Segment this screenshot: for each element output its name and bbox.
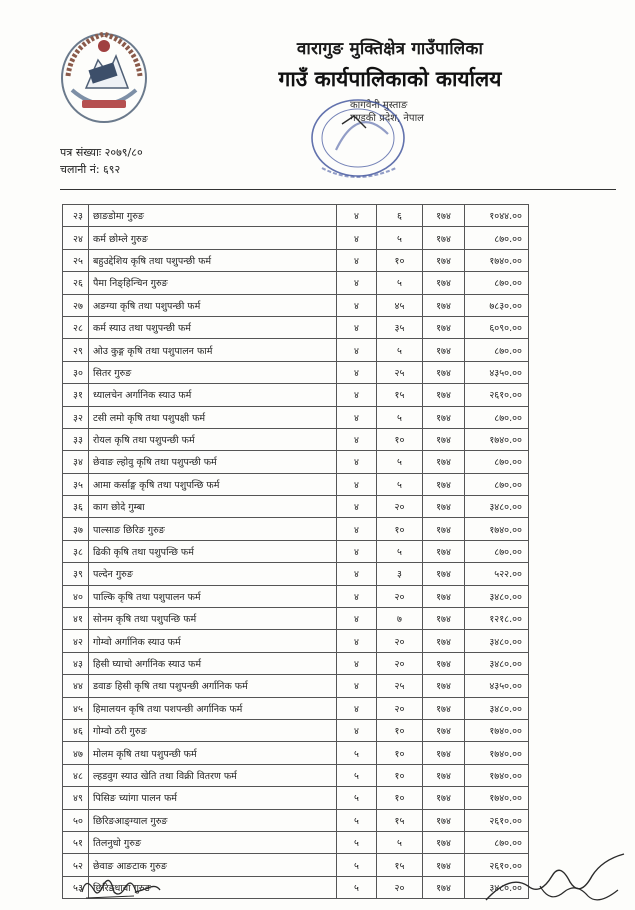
amount-cell: ८७०.०० bbox=[465, 406, 529, 428]
beneficiary-name-cell: आमा कर्साङ्ग कृषि तथा पशुपन्छि फर्म bbox=[89, 473, 337, 495]
quantity-cell: ३५ bbox=[377, 316, 423, 338]
table-row bbox=[63, 831, 529, 853]
rate-cell: १७४ bbox=[423, 719, 465, 741]
ward-number-cell: ५ bbox=[337, 831, 377, 853]
serial-number-cell: ३१ bbox=[63, 384, 89, 406]
table-row bbox=[63, 473, 529, 495]
ward-number-cell: ५ bbox=[337, 764, 377, 786]
table-row bbox=[63, 518, 529, 540]
beneficiary-name-cell: छाङडोमा गुरुङ bbox=[89, 205, 337, 227]
amount-cell: ८७०.०० bbox=[465, 227, 529, 249]
table-row bbox=[63, 496, 529, 518]
serial-number-cell: ३८ bbox=[63, 540, 89, 562]
table-row bbox=[63, 272, 529, 294]
quantity-cell: ५ bbox=[377, 473, 423, 495]
ward-number-cell: ५ bbox=[337, 742, 377, 764]
amount-cell: ३४८०.०० bbox=[465, 630, 529, 652]
quantity-cell: ५ bbox=[377, 406, 423, 428]
rate-cell: १७४ bbox=[423, 249, 465, 271]
rate-cell: १७४ bbox=[423, 339, 465, 361]
table-row bbox=[63, 384, 529, 406]
serial-number-cell: ४७ bbox=[63, 742, 89, 764]
ward-number-cell: ४ bbox=[337, 205, 377, 227]
table-row bbox=[63, 787, 529, 809]
serial-number-cell: ३२ bbox=[63, 406, 89, 428]
quantity-cell: २० bbox=[377, 697, 423, 719]
rate-cell: १७४ bbox=[423, 831, 465, 853]
table-row bbox=[63, 563, 529, 585]
serial-number-cell: ३० bbox=[63, 361, 89, 383]
beneficiary-name-cell: पाल्कि कृषि तथा पशुपालन फर्म bbox=[89, 585, 337, 607]
serial-number-cell: ५२ bbox=[63, 854, 89, 876]
amount-cell: ३४८०.०० bbox=[465, 585, 529, 607]
amount-cell: ३४८०.०० bbox=[465, 496, 529, 518]
serial-number-cell: ३४ bbox=[63, 451, 89, 473]
beneficiary-name-cell: हिसी घ्याचो अर्गानिक स्याउ फर्म bbox=[89, 652, 337, 674]
rate-cell: १७४ bbox=[423, 876, 465, 898]
dispatch-number: चलानी नं: ६९२ bbox=[60, 163, 121, 176]
ward-number-cell: ४ bbox=[337, 227, 377, 249]
beneficiary-name-cell: हिमालयन कृषि तथा पशपन्छी अर्गानिक फर्म bbox=[89, 697, 337, 719]
amount-cell: ८७०.०० bbox=[465, 831, 529, 853]
rate-cell: १७४ bbox=[423, 361, 465, 383]
beneficiary-name-cell: ध्यालचेन अर्गानिक स्याउ फर्म bbox=[89, 384, 337, 406]
rate-cell: १७४ bbox=[423, 205, 465, 227]
address-line-1: कागवेनी मुस्ताङ bbox=[350, 100, 408, 111]
letter-number: पत्र संख्याः २०७९/८० bbox=[60, 146, 143, 159]
rate-cell: १७४ bbox=[423, 384, 465, 406]
rate-cell: १७४ bbox=[423, 272, 465, 294]
beneficiary-name-cell: छिरिङआङ्ग्याल गुरुङ bbox=[89, 809, 337, 831]
amount-cell: ३४८०.०० bbox=[465, 652, 529, 674]
beneficiary-name-cell: सोनम कृषि तथा पशुपन्छि फर्म bbox=[89, 608, 337, 630]
serial-number-cell: २८ bbox=[63, 316, 89, 338]
ward-number-cell: ४ bbox=[337, 563, 377, 585]
nepal-emblem-logo bbox=[58, 26, 150, 124]
ward-number-cell: ४ bbox=[337, 272, 377, 294]
table-row bbox=[63, 316, 529, 338]
rate-cell: १७४ bbox=[423, 451, 465, 473]
office-seal-stamp bbox=[296, 94, 408, 188]
beneficiary-name-cell: छेवाङ आङटाक गुरुङ bbox=[89, 854, 337, 876]
table-row bbox=[63, 809, 529, 831]
ward-number-cell: ५ bbox=[337, 854, 377, 876]
beneficiary-name-cell: काग छोदे गुम्बा bbox=[89, 496, 337, 518]
serial-number-cell: ४२ bbox=[63, 630, 89, 652]
rate-cell: १७४ bbox=[423, 585, 465, 607]
table-row bbox=[63, 227, 529, 249]
ward-number-cell: ४ bbox=[337, 384, 377, 406]
table-row bbox=[63, 294, 529, 316]
ward-number-cell: ५ bbox=[337, 809, 377, 831]
table-row bbox=[63, 697, 529, 719]
ward-number-cell: ४ bbox=[337, 540, 377, 562]
beneficiary-name-cell: पिसिङ च्यांगा पालन फर्म bbox=[89, 787, 337, 809]
amount-cell: ८७०.०० bbox=[465, 272, 529, 294]
serial-number-cell: २३ bbox=[63, 205, 89, 227]
quantity-cell: १० bbox=[377, 428, 423, 450]
rate-cell: १७४ bbox=[423, 854, 465, 876]
quantity-cell: १५ bbox=[377, 809, 423, 831]
amount-cell: ८७०.०० bbox=[465, 473, 529, 495]
ward-number-cell: ४ bbox=[337, 406, 377, 428]
quantity-cell: ३ bbox=[377, 563, 423, 585]
table-row bbox=[63, 652, 529, 674]
ward-number-cell: ४ bbox=[337, 496, 377, 518]
quantity-cell: २० bbox=[377, 652, 423, 674]
amount-cell: २६१०.०० bbox=[465, 854, 529, 876]
rate-cell: १७४ bbox=[423, 697, 465, 719]
serial-number-cell: २९ bbox=[63, 339, 89, 361]
beneficiary-table bbox=[62, 204, 528, 899]
ward-number-cell: ४ bbox=[337, 719, 377, 741]
serial-number-cell: ५१ bbox=[63, 831, 89, 853]
amount-cell: १७४०.०० bbox=[465, 764, 529, 786]
ward-number-cell: ४ bbox=[337, 339, 377, 361]
amount-cell: ३४८०.०० bbox=[465, 697, 529, 719]
beneficiary-name-cell: रोयल कृषि तथा पशुपन्छी फर्म bbox=[89, 428, 337, 450]
amount-cell: १७४०.०० bbox=[465, 518, 529, 540]
serial-number-cell: ४१ bbox=[63, 608, 89, 630]
rate-cell: १७४ bbox=[423, 630, 465, 652]
serial-number-cell: २४ bbox=[63, 227, 89, 249]
serial-number-cell: ४८ bbox=[63, 764, 89, 786]
ward-number-cell: ४ bbox=[337, 316, 377, 338]
quantity-cell: ५ bbox=[377, 451, 423, 473]
serial-number-cell: ३६ bbox=[63, 496, 89, 518]
ward-number-cell: ४ bbox=[337, 585, 377, 607]
beneficiary-name-cell: पाल्साङ छिरिङ गुरुङ bbox=[89, 518, 337, 540]
amount-cell: ६०९०.०० bbox=[465, 316, 529, 338]
rate-cell: १७४ bbox=[423, 742, 465, 764]
beneficiary-name-cell: तिलनुधो गुरुङ bbox=[89, 831, 337, 853]
serial-number-cell: ५० bbox=[63, 809, 89, 831]
rate-cell: १७४ bbox=[423, 608, 465, 630]
amount-cell: १०४४.०० bbox=[465, 205, 529, 227]
rate-cell: १७४ bbox=[423, 563, 465, 585]
quantity-cell: १० bbox=[377, 787, 423, 809]
table-row bbox=[63, 630, 529, 652]
quantity-cell: ४५ bbox=[377, 294, 423, 316]
quantity-cell: २५ bbox=[377, 361, 423, 383]
table-row bbox=[63, 585, 529, 607]
municipality-name: वारागुङ मुक्तिक्षेत्र गाउँपालिका bbox=[296, 39, 484, 59]
rate-cell: १७४ bbox=[423, 518, 465, 540]
beneficiary-name-cell: डवाङ हिसी कृषि तथा पशुपन्छी अर्गानिक फर्म bbox=[89, 675, 337, 697]
table-row bbox=[63, 451, 529, 473]
beneficiary-name-cell: ल्हडवुग स्याउ खेति तथा विक्री वितरण फर्म bbox=[89, 764, 337, 786]
quantity-cell: २० bbox=[377, 876, 423, 898]
beneficiary-name-cell: अङग्या कृषि तथा पशुपन्छी फर्म bbox=[89, 294, 337, 316]
ward-number-cell: ४ bbox=[337, 675, 377, 697]
quantity-cell: ५ bbox=[377, 227, 423, 249]
amount-cell: १७४०.०० bbox=[465, 249, 529, 271]
ward-number-cell: ४ bbox=[337, 697, 377, 719]
serial-number-cell: ४५ bbox=[63, 697, 89, 719]
serial-number-cell: ४० bbox=[63, 585, 89, 607]
beneficiary-name-cell: छेवाङ ल्होवु कृषि तथा पशुपन्छी फर्म bbox=[89, 451, 337, 473]
beneficiary-name-cell: पैमा निङ्हिन्चिन गुरुङ bbox=[89, 272, 337, 294]
amount-cell: ८७०.०० bbox=[465, 451, 529, 473]
table-row bbox=[63, 608, 529, 630]
table-row bbox=[63, 742, 529, 764]
beneficiary-name-cell: ओउ कुङ्ग कृषि तथा पशुपालन फार्म bbox=[89, 339, 337, 361]
serial-number-cell: ३५ bbox=[63, 473, 89, 495]
quantity-cell: २० bbox=[377, 585, 423, 607]
serial-number-cell: ३७ bbox=[63, 518, 89, 540]
amount-cell: २६१०.०० bbox=[465, 384, 529, 406]
ward-number-cell: ५ bbox=[337, 787, 377, 809]
rate-cell: १७४ bbox=[423, 294, 465, 316]
ward-number-cell: ४ bbox=[337, 428, 377, 450]
ward-number-cell: ४ bbox=[337, 630, 377, 652]
serial-number-cell: २५ bbox=[63, 249, 89, 271]
beneficiary-name-cell: छिरिङधावा गुरुङ bbox=[89, 876, 337, 898]
table-row bbox=[63, 339, 529, 361]
address-line-2: गण्डकी प्रदेश, नेपाल bbox=[350, 113, 424, 124]
table-row bbox=[63, 719, 529, 741]
rate-cell: १७४ bbox=[423, 787, 465, 809]
rate-cell: १७४ bbox=[423, 496, 465, 518]
beneficiary-name-cell: ढिकी कृषि तथा पशुपन्छि फर्म bbox=[89, 540, 337, 562]
table-row bbox=[63, 361, 529, 383]
rate-cell: १७४ bbox=[423, 473, 465, 495]
table-row bbox=[63, 406, 529, 428]
amount-cell: ८७०.०० bbox=[465, 540, 529, 562]
beneficiary-name-cell: पल्देन गुरुङ bbox=[89, 563, 337, 585]
signature-left bbox=[76, 868, 166, 904]
rate-cell: १७४ bbox=[423, 764, 465, 786]
ward-number-cell: ४ bbox=[337, 249, 377, 271]
amount-cell: ८७०.०० bbox=[465, 339, 529, 361]
rate-cell: १७४ bbox=[423, 406, 465, 428]
quantity-cell: २५ bbox=[377, 675, 423, 697]
table-row bbox=[63, 205, 529, 227]
signature-right bbox=[480, 846, 630, 910]
quantity-cell: २० bbox=[377, 630, 423, 652]
serial-number-cell: ४३ bbox=[63, 652, 89, 674]
serial-number-cell: ३९ bbox=[63, 563, 89, 585]
quantity-cell: १० bbox=[377, 764, 423, 786]
quantity-cell: ५ bbox=[377, 339, 423, 361]
quantity-cell: १० bbox=[377, 518, 423, 540]
ward-number-cell: ४ bbox=[337, 473, 377, 495]
ward-number-cell: ४ bbox=[337, 451, 377, 473]
serial-number-cell: २७ bbox=[63, 294, 89, 316]
quantity-cell: १० bbox=[377, 742, 423, 764]
table-row bbox=[63, 540, 529, 562]
quantity-cell: ५ bbox=[377, 272, 423, 294]
rate-cell: १७४ bbox=[423, 652, 465, 674]
amount-cell: ५२२.०० bbox=[465, 563, 529, 585]
amount-cell: १२१८.०० bbox=[465, 608, 529, 630]
quantity-cell: ६ bbox=[377, 205, 423, 227]
quantity-cell: २० bbox=[377, 496, 423, 518]
quantity-cell: १५ bbox=[377, 854, 423, 876]
rate-cell: १७४ bbox=[423, 428, 465, 450]
table-row bbox=[63, 249, 529, 271]
table-row bbox=[63, 764, 529, 786]
ward-number-cell: ४ bbox=[337, 652, 377, 674]
office-name: गाउँ कार्यपालिकाको कार्यालय bbox=[278, 67, 502, 91]
amount-cell: १७४०.०० bbox=[465, 719, 529, 741]
amount-cell: ३४८०.०० bbox=[465, 876, 529, 898]
serial-number-cell: ४९ bbox=[63, 787, 89, 809]
quantity-cell: ५ bbox=[377, 540, 423, 562]
rate-cell: १७४ bbox=[423, 227, 465, 249]
reference-block bbox=[60, 144, 143, 178]
rate-cell: १७४ bbox=[423, 540, 465, 562]
quantity-cell: ५ bbox=[377, 831, 423, 853]
quantity-cell: ७ bbox=[377, 608, 423, 630]
amount-cell: २६१०.०० bbox=[465, 809, 529, 831]
ward-number-cell: ५ bbox=[337, 876, 377, 898]
ward-number-cell: ४ bbox=[337, 294, 377, 316]
quantity-cell: १० bbox=[377, 719, 423, 741]
ward-number-cell: ४ bbox=[337, 608, 377, 630]
beneficiary-name-cell: टसी लमो कृषि तथा पशुपक्षी फर्म bbox=[89, 406, 337, 428]
quantity-cell: १५ bbox=[377, 384, 423, 406]
rate-cell: १७४ bbox=[423, 675, 465, 697]
beneficiary-name-cell: मोलम कृषि तथा पशुपन्छी फर्म bbox=[89, 742, 337, 764]
rate-cell: १७४ bbox=[423, 316, 465, 338]
table-row bbox=[63, 675, 529, 697]
header-divider bbox=[60, 189, 616, 190]
quantity-cell: १० bbox=[377, 249, 423, 271]
amount-cell: १७४०.०० bbox=[465, 742, 529, 764]
beneficiary-name-cell: गोम्वो अर्गानिक स्याउ फर्म bbox=[89, 630, 337, 652]
beneficiary-name-cell: सितर गुरुङ bbox=[89, 361, 337, 383]
serial-number-cell: ४६ bbox=[63, 719, 89, 741]
serial-number-cell: ३३ bbox=[63, 428, 89, 450]
amount-cell: ४३५०.०० bbox=[465, 675, 529, 697]
ward-number-cell: ४ bbox=[337, 518, 377, 540]
rate-cell: १७४ bbox=[423, 809, 465, 831]
serial-number-cell: ४४ bbox=[63, 675, 89, 697]
serial-number-cell: ५३ bbox=[63, 876, 89, 898]
beneficiary-name-cell: गोम्वो ठरी गुरुङ bbox=[89, 719, 337, 741]
amount-cell: १७४०.०० bbox=[465, 787, 529, 809]
beneficiary-name-cell: कर्म स्याउ तथा पशुपन्छी फर्म bbox=[89, 316, 337, 338]
table-row bbox=[63, 428, 529, 450]
beneficiary-name-cell: कर्म छोम्ले गुरुङ bbox=[89, 227, 337, 249]
amount-cell: ४३५०.०० bbox=[465, 361, 529, 383]
amount-cell: ७८३०.०० bbox=[465, 294, 529, 316]
ward-number-cell: ४ bbox=[337, 361, 377, 383]
table-body bbox=[63, 205, 529, 899]
amount-cell: १७४०.०० bbox=[465, 428, 529, 450]
beneficiary-name-cell: बहुउद्देशिय कृषि तथा पशुपन्छी फर्म bbox=[89, 249, 337, 271]
serial-number-cell: २६ bbox=[63, 272, 89, 294]
